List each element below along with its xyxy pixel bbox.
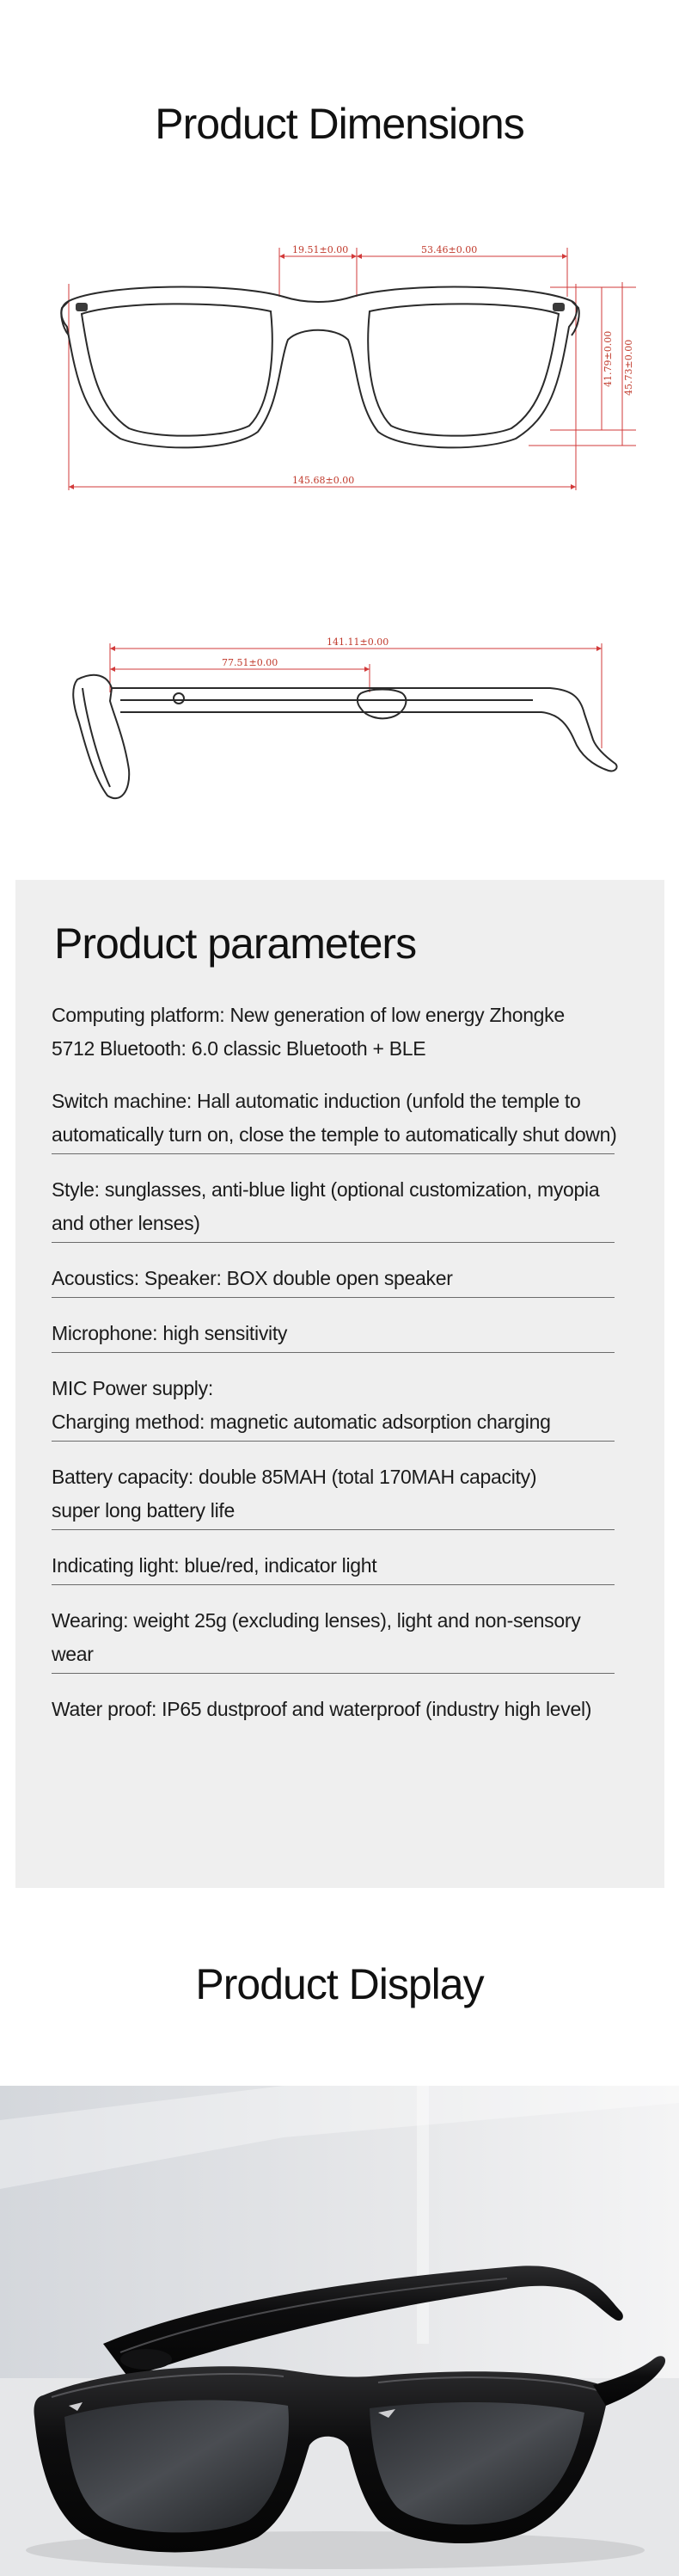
param-computing-platform [52,999,645,1066]
param-line: Water proof: IP65 dustproof and waterproof (industry high level) [52,1698,592,1720]
param-power-supply [52,1372,645,1442]
divider [52,1673,615,1674]
divider [52,1441,615,1442]
side-frame-outline [73,675,616,798]
param-line: MIC Power supply: [52,1377,213,1399]
parameters-panel [15,880,664,1888]
side-view-diagram [0,619,679,843]
param-battery-capacity [52,1460,645,1530]
param-line: Charging method: magnetic automatic adsorption charging [52,1411,551,1433]
dim-total-width: 145.68±0.00 [292,475,355,486]
param-style [52,1173,645,1243]
sunglasses-illustration [0,2086,679,2576]
divider [52,1153,615,1154]
param-wearing [52,1604,645,1674]
param-line: Computing platform: New generation of low energy Zhongke [52,1004,565,1026]
param-line: super long battery life [52,1499,236,1522]
param-line: Indicating light: blue/red, indicator light [52,1554,377,1577]
divider [52,1242,615,1243]
parameters-list [52,999,645,1726]
product-photo [0,2086,679,2576]
divider [52,1529,615,1530]
dim-lens-height: 41.79±0.00 [603,330,614,387]
dim-hinge-to-pod: 77.51±0.00 [222,657,278,668]
param-line: wear [52,1643,94,1665]
divider [52,1584,615,1585]
divider [52,1352,615,1353]
section-title-dimensions: Product Dimensions [155,100,524,148]
front-frame-outline [61,287,578,448]
param-microphone [52,1317,645,1353]
dim-frame-height: 45.73±0.00 [623,339,634,396]
param-line: and other lenses) [52,1212,200,1234]
divider [52,1297,615,1298]
dim-bridge-width: 19.51±0.00 [292,244,349,255]
param-line: 5712 Bluetooth: 6.0 classic Bluetooth + BLE [52,1037,426,1060]
param-line: Battery capacity: double 85MAH (total 170MAH capacity) [52,1466,537,1488]
param-switch-machine [52,1085,645,1154]
param-line: automatically turn on, close the temple to automatically shut down) [52,1123,617,1146]
param-line: Style: sunglasses, anti-blue light (optional customization, myopia [52,1178,600,1201]
param-line: Microphone: high sensitivity [52,1322,288,1344]
dim-lens-width: 53.46±0.00 [421,244,478,255]
param-line: Switch machine: Hall automatic induction (unfold the temple to [52,1090,581,1112]
param-indicating-light [52,1549,645,1585]
param-acoustics [52,1262,645,1298]
param-line: Wearing: weight 25g (excluding lenses), light and non-sensory [52,1609,581,1632]
front-view-diagram [0,232,679,507]
section-title-display: Product Display [195,1960,484,2008]
param-water-proof [52,1693,645,1726]
param-line: Acoustics: Speaker: BOX double open speaker [52,1267,453,1289]
section-title-parameters: Product parameters [54,919,417,968]
dim-temple-length: 141.11±0.00 [327,636,389,648]
